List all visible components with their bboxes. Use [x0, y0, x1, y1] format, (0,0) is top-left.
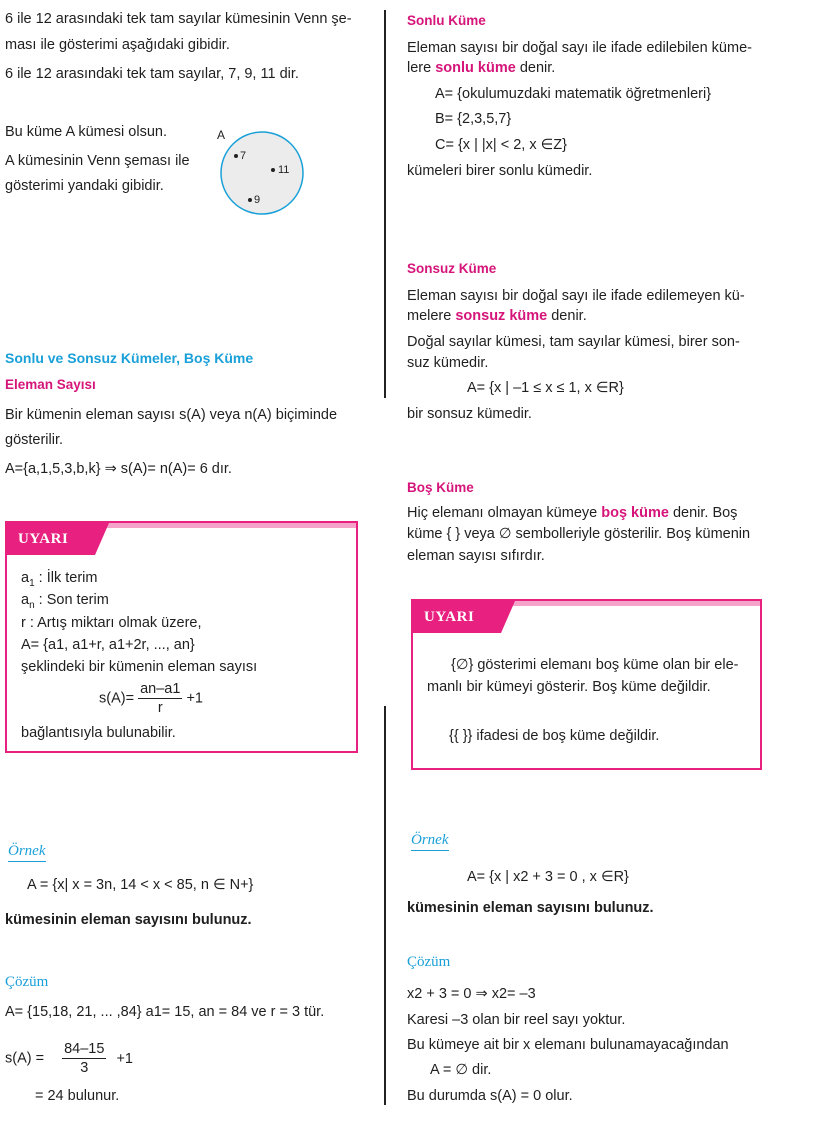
sonsuz-line-1: Eleman sayısı bir doğal sayı ile ifade edilemeyen kü-: [407, 288, 745, 304]
sonlu-set-b: B= {2,3,5,7}: [435, 111, 512, 127]
set-line-3: gösterimi yandaki gibidir.: [5, 178, 164, 194]
eleman-line-1: Bir kümenin eleman sayısı s(A) veya n(A) biçiminde: [5, 407, 338, 423]
venn-point-7: [234, 154, 238, 158]
set-line-1: Bu küme A kümesi olsun.: [5, 124, 167, 140]
warning-box-left: [5, 521, 358, 753]
sonsuz-end: bir sonsuz kümedir.: [407, 406, 532, 422]
solution-frac-right: +1: [116, 1050, 134, 1067]
example-set-right: A= {x | x2 + 3 = 0 , x ∈R}: [467, 869, 629, 885]
column-divider-bottom: [384, 706, 386, 1105]
solution-line-3-right: Bu kümeye ait bir x elemanı bulunamayacağından: [407, 1037, 729, 1053]
solution-result-left: = 24 bulunur.: [35, 1088, 120, 1104]
example-question-left: kümesinin eleman sayısını bulunuz.: [5, 912, 252, 928]
solution-denominator: 3: [80, 1060, 89, 1076]
example-label-left: Örnek: [8, 843, 46, 862]
warning-a1-term: a: [21, 570, 30, 586]
solution-line-2-right: Karesi –3 olan bir reel sayı yoktur.: [407, 1012, 626, 1028]
warning-formula: [99, 680, 203, 717]
solution-line-5-right: Bu durumda s(A) = 0 olur.: [407, 1088, 573, 1104]
sonsuz-set: A= {x | –1 ≤ x ≤ 1, x ∈R}: [467, 380, 624, 396]
sonlu-title: Sonlu Küme: [407, 13, 486, 28]
formula-fraction: [138, 680, 182, 717]
solution-label-left: Çözüm: [5, 974, 49, 990]
sonsuz-line-3: Doğal sayılar kümesi, tam sayılar kümesi, birer son-: [407, 334, 740, 350]
bos-title: Boş Küme: [407, 480, 474, 495]
intro-line-3: 6 ile 12 arasındaki tek tam sayılar, 7, 9, 11 dir.: [5, 66, 299, 82]
intro-line-1: 6 ile 12 arasındaki tek tam sayılar kümesinin Venn şe-: [5, 11, 352, 27]
warning-box-right: [411, 599, 762, 770]
warning-a1-sub: 1: [29, 577, 35, 589]
warning-an-text: : Son terim: [34, 592, 109, 608]
solution-numerator: 84–15: [64, 1041, 105, 1057]
warning-line-7: bağlantısıyla bulunabilir.: [21, 725, 176, 741]
warning-tag-left: UYARI: [7, 523, 95, 555]
eleman-line-2: gösterilir.: [5, 432, 64, 448]
section-title: Sonlu ve Sonsuz Kümeler, Boş Küme: [5, 350, 254, 366]
sonsuz-line-2: melere sonsuz küme denir.: [407, 308, 587, 324]
set-line-2: A kümesinin Venn şeması ile: [5, 153, 190, 169]
sonsuz-title: Sonsuz Küme: [407, 261, 497, 276]
venn-point-11: [271, 168, 275, 172]
warning-tag-right: UYARI: [413, 601, 501, 633]
sonlu-end: kümeleri birer sonlu kümedir.: [407, 163, 593, 179]
venn-circle: [221, 132, 303, 214]
solution-fraction: [62, 1040, 106, 1077]
example-label-right: Örnek: [411, 832, 449, 851]
warning-right-line-1: {∅} gösterimi elemanı boş küme olan bir ele-: [451, 657, 739, 673]
sonlu-set-c: C= {x | |x| < 2, x ∈Z}: [435, 137, 567, 153]
venn-diagram: [212, 125, 308, 217]
warning-line-5: şeklindeki bir kümenin eleman sayısı: [21, 659, 258, 675]
warning-r-line: r : Artış miktarı olmak üzere,: [21, 615, 202, 631]
formula-denominator: r: [157, 700, 163, 716]
solution-label-right: Çözüm: [407, 954, 451, 970]
warning-set-line: A= {a1, a1+r, a1+2r, ..., an}: [21, 637, 195, 653]
eleman-example: A={a,1,5,3,b,k} ⇒ s(A)= n(A)= 6 dır.: [5, 461, 232, 477]
sonlu-line-2: lere sonlu küme denir.: [407, 60, 556, 76]
intro-line-2: ması ile gösterimi aşağıdaki gibidir.: [5, 37, 230, 53]
formula-left: s(A)=: [99, 690, 135, 707]
warning-right-line-2: manlı bir kümeyi gösterir. Boş küme değildir.: [427, 679, 711, 695]
warning-an-term: a: [21, 592, 30, 608]
solution-line-1-right: x2 + 3 = 0 ⇒ x2= –3: [407, 986, 536, 1002]
warning-tag-arrow-left: [95, 523, 109, 555]
subsection-title: Eleman Sayısı: [5, 377, 96, 392]
example-set-left: A = {x| x = 3n, 14 < x < 85, n ∈ N+}: [27, 877, 254, 893]
bos-line-3: eleman sayısı sıfırdır.: [407, 548, 545, 564]
venn-set-label: A: [217, 128, 226, 142]
warning-an-line: [21, 590, 109, 616]
solution-line-4-right: A = ∅ dir.: [430, 1062, 492, 1078]
bos-line-1: Hiç elemanı olmayan kümeye boş küme denir. Boş: [407, 505, 738, 521]
bos-line-2: küme { } veya ∅ sembolleriyle gösterilir. Boş kümenin: [407, 526, 751, 542]
venn-point-9: [248, 198, 252, 202]
example-question-right: kümesinin eleman sayısını bulunuz.: [407, 900, 654, 916]
sonsuz-line-4: suz kümedir.: [407, 355, 489, 371]
solution-sa-left: s(A) =: [5, 1050, 45, 1067]
sonsuz-keyword: sonsuz küme: [455, 308, 548, 324]
formula-right: +1: [186, 690, 203, 707]
venn-element-7: 7: [240, 150, 247, 162]
column-divider-top: [384, 10, 386, 398]
warning-right-line-3: {{ }} ifadesi de boş küme değildir.: [449, 728, 660, 744]
venn-element-9: 9: [254, 194, 261, 206]
solution-fraction-row: [5, 1040, 133, 1077]
sonlu-set-a: A= {okulumuzdaki matematik öğretmenleri}: [435, 86, 712, 102]
venn-element-11: 11: [278, 164, 290, 176]
sonlu-line-1: Eleman sayısı bir doğal sayı ile ifade edilebilen küme-: [407, 40, 752, 56]
formula-numerator: an–a1: [140, 681, 181, 697]
sonlu-keyword: sonlu küme: [435, 60, 516, 76]
warning-tag-arrow-right: [501, 601, 515, 633]
warning-an-sub: n: [29, 599, 35, 611]
warning-a1-text: : İlk terim: [34, 570, 98, 586]
solution-line-1-left: A= {15,18, 21, ... ,84} a1= 15, an = 84 ve r = 3 tür.: [5, 1004, 325, 1020]
bos-keyword: boş küme: [601, 505, 669, 521]
